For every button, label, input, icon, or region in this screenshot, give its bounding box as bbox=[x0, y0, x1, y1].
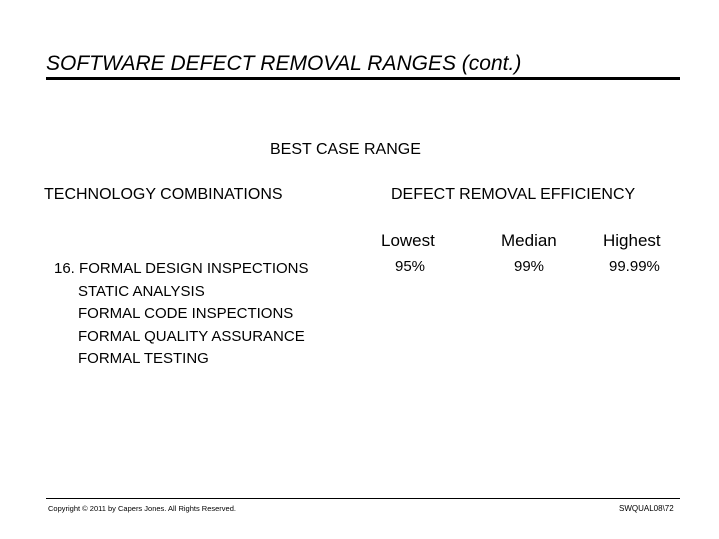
technology-item: FORMAL TESTING bbox=[78, 350, 209, 367]
technology-item: FORMAL QUALITY ASSURANCE bbox=[78, 327, 305, 345]
value-lowest: 95% bbox=[395, 258, 426, 275]
list-item bbox=[54, 258, 309, 281]
technology-combinations-heading: TECHNOLOGY COMBINATIONS bbox=[44, 186, 283, 203]
defect-removal-efficiency-heading: DEFECT REMOVAL EFFICIENCY bbox=[391, 186, 636, 203]
technology-combination-list bbox=[54, 258, 309, 371]
footer-rule bbox=[46, 498, 680, 499]
technology-item: FORMAL DESIGN INSPECTIONS bbox=[79, 260, 309, 277]
column-header-lowest: Lowest bbox=[381, 231, 435, 250]
column-header-median: Median bbox=[501, 231, 557, 250]
row-number: 16. bbox=[54, 260, 75, 277]
slide-identifier: SWQUAL08\72 bbox=[619, 504, 674, 513]
value-highest: 99.99% bbox=[609, 258, 660, 275]
section-subtitle: BEST CASE RANGE bbox=[270, 141, 421, 158]
title-underline bbox=[46, 77, 680, 80]
slide-title: SOFTWARE DEFECT REMOVAL RANGES (cont.) bbox=[46, 52, 522, 75]
column-header-highest: Highest bbox=[603, 231, 661, 250]
technology-item: STATIC ANALYSIS bbox=[78, 282, 205, 300]
technology-item: FORMAL CODE INSPECTIONS bbox=[78, 305, 294, 322]
copyright-notice: Copyright © 2011 by Capers Jones. All Rights Reserved. bbox=[48, 504, 236, 513]
value-median: 99% bbox=[514, 258, 545, 275]
